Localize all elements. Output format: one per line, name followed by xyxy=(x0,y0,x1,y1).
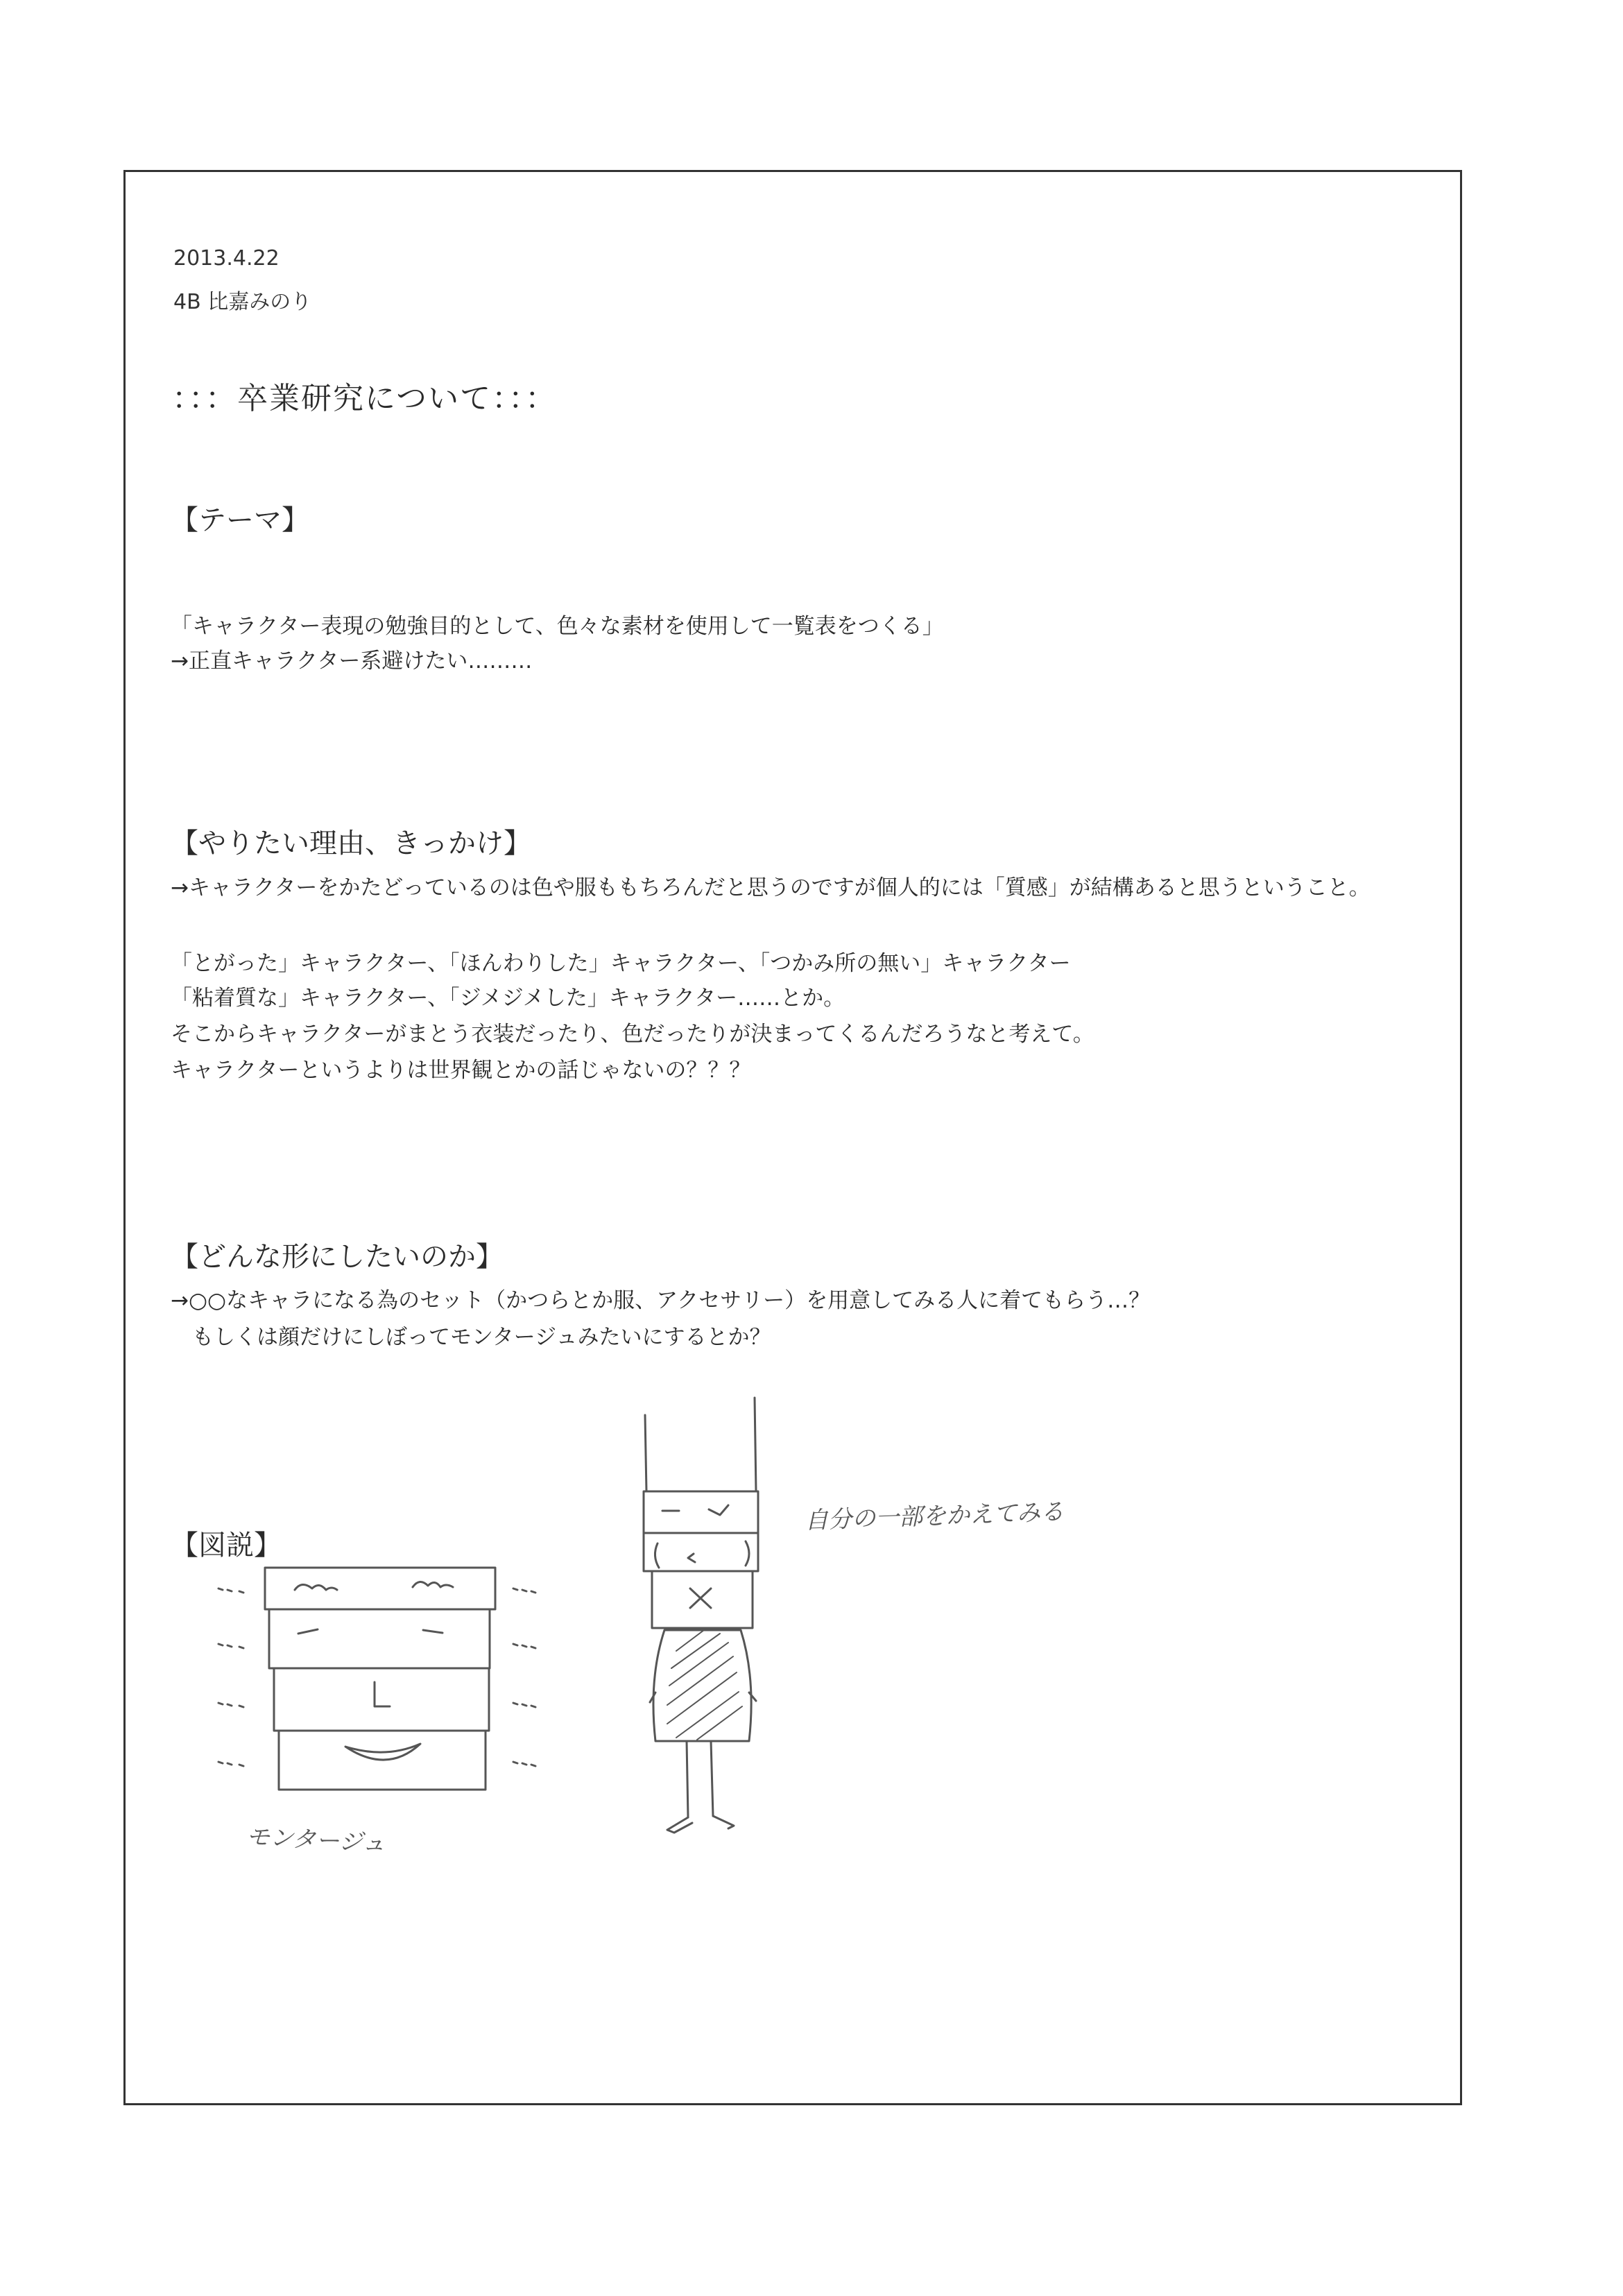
date: 2013.4.22 xyxy=(173,246,280,271)
reason-line-1: →キャラクターをかたどっているのは色や服ももちろんだと思うのですが個人的には「質感」が結構あると思うということ。 xyxy=(171,875,1371,900)
tall-figure-icon xyxy=(644,1398,758,1833)
reason-line-3: 「粘着質な」キャラクター、「ジメジメした」キャラクター……とか。 xyxy=(171,986,845,1011)
montage-face-icon xyxy=(218,1568,535,1790)
form-line-1: →○○なキャラになる為のセット（かつらとか服、アクセサリー）を用意してみる人に着てもらう…？ xyxy=(171,1288,1151,1313)
theme-line-2: →正直キャラクター系避けたい……… xyxy=(171,649,533,674)
theme-line-1: 「キャラクター表現の勉強目的として、色々な素材を使用して一覧表をつくる」 xyxy=(171,614,944,639)
page-title: ：：：卒業研究について：：： xyxy=(172,381,558,416)
author: 4B 比嘉みのり xyxy=(173,290,312,314)
reason-heading: 【やりたい理由、きっかけ】 xyxy=(171,828,531,859)
montage-label: モンタージュ xyxy=(245,1822,387,1858)
reason-line-4: そこからキャラクターがまとう衣装だったり、色だったりが決まってくるんだろうなと考えて。 xyxy=(171,1022,1094,1047)
reason-line-5: キャラクターというよりは世界観とかの話じゃないの？？？ xyxy=(171,1058,751,1083)
theme-heading: 【テーマ】 xyxy=(171,504,309,536)
reason-line-2: 「とがった」キャラクター、「ほんわりした」キャラクター、「つかみ所の無い」キャラクター xyxy=(171,951,1071,976)
self-label: 自分の一部をかえてみる xyxy=(804,1498,1065,1535)
form-line-2: もしくは顔だけにしぼってモンタージュみたいにするとか？ xyxy=(171,1325,771,1350)
figure-heading: 【図説】 xyxy=(171,1530,282,1561)
form-heading: 【どんな形にしたいのか】 xyxy=(171,1241,504,1273)
